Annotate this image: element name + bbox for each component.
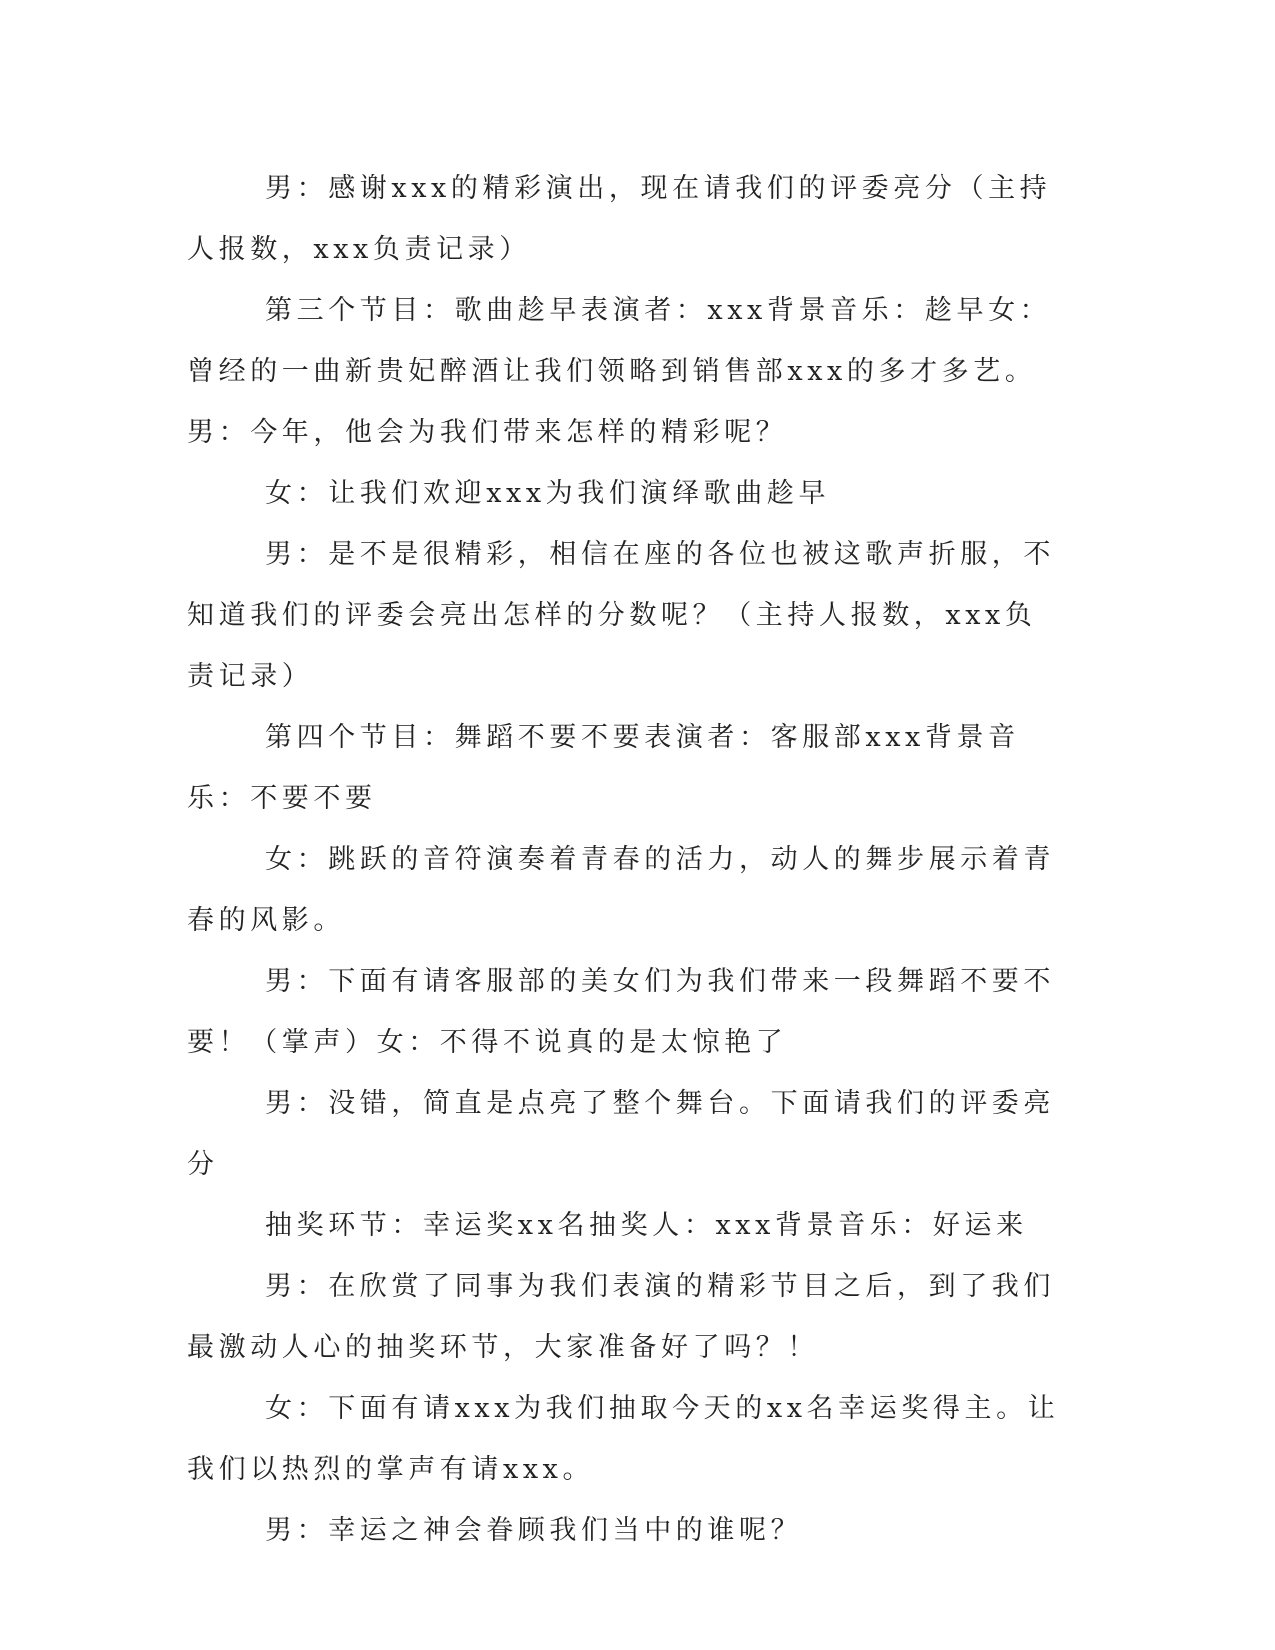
paragraph: 男：在欣赏了同事为我们表演的精彩节目之后，到了我们最激动人心的抽奖环节，大家准备好了吗？！ xyxy=(187,1271,1055,1363)
paragraph: 女：下面有请xxx为我们抽取今天的xx名幸运奖得主。让我们以热烈的掌声有请xxx。 xyxy=(187,1393,1060,1485)
paragraph: 男：下面有请客服部的美女们为我们带来一段舞蹈不要不要！（掌声）女：不得不说真的是太惊艳了 xyxy=(187,966,1055,1058)
paragraph: 第三个节目：歌曲趁早表演者：xxx背景音乐：趁早女：曾经的一曲新贵妃醉酒让我们领略到销售部xxx的多才多艺。男：今年，他会为我们带来怎样的精彩呢？ xyxy=(187,295,1052,448)
paragraph: 女：让我们欢迎xxx为我们演绎歌曲趁早 xyxy=(265,478,831,509)
document-body xyxy=(187,158,1067,1561)
paragraph: 女：跳跃的音符演奏着青春的活力，动人的舞步展示着青春的风影。 xyxy=(187,844,1055,936)
paragraph: 抽奖环节：幸运奖xx名抽奖人：xxx背景音乐：好运来 xyxy=(265,1210,1028,1241)
paragraph: 男：是不是很精彩，相信在座的各位也被这歌声折服，不知道我们的评委会亮出怎样的分数呢？（主持人报数，xxx负责记录） xyxy=(187,539,1055,692)
paragraph: 男：幸运之神会眷顾我们当中的谁呢？ xyxy=(265,1515,803,1546)
paragraph: 男：没错，简直是点亮了整个舞台。下面请我们的评委亮分 xyxy=(187,1088,1055,1180)
paragraph: 第四个节目：舞蹈不要不要表演者：客服部xxx背景音乐：不要不要 xyxy=(187,722,1020,814)
paragraph: 男：感谢xxx的精彩演出，现在请我们的评委亮分（主持人报数，xxx负责记录） xyxy=(187,173,1052,265)
